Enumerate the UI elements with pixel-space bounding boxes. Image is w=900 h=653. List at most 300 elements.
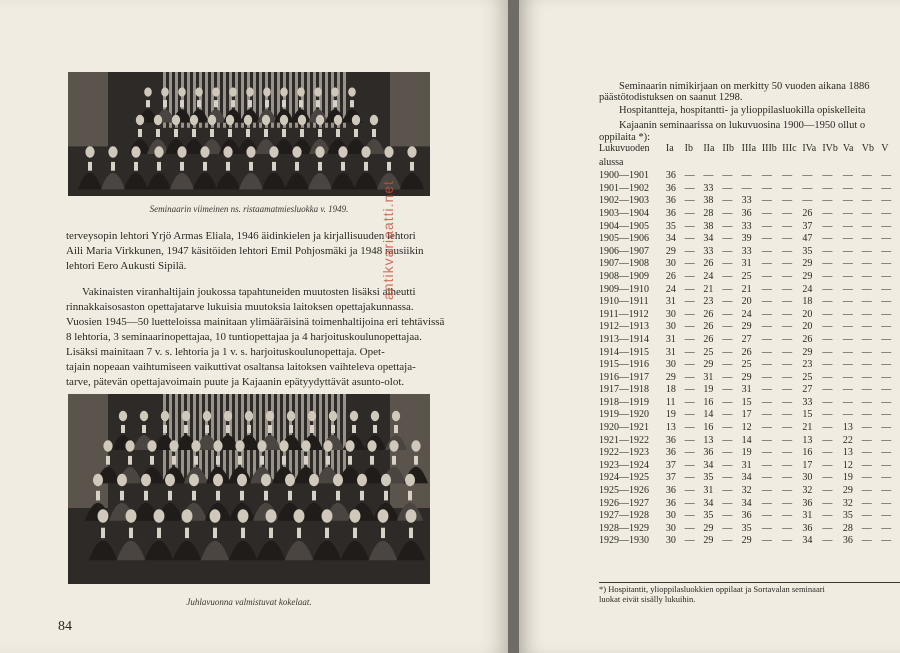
table-header-cell: IVa bbox=[802, 143, 817, 154]
table-cell: 36 bbox=[741, 510, 752, 522]
table-body bbox=[599, 170, 900, 548]
table-cell-year: 1924—1925 bbox=[599, 472, 649, 484]
table-cell: — bbox=[881, 510, 892, 522]
right-page bbox=[519, 0, 900, 653]
table-cell: — bbox=[761, 371, 772, 383]
table-cell: 30 bbox=[665, 522, 676, 534]
table-cell: — bbox=[782, 296, 793, 308]
table-cell-year: 1905—1906 bbox=[599, 233, 649, 245]
table-cell: 34 bbox=[741, 472, 752, 484]
table-cell: 36 bbox=[665, 497, 676, 509]
table-cell-year: 1923—1924 bbox=[599, 459, 649, 471]
table-cell: — bbox=[842, 384, 853, 396]
table-cell: — bbox=[822, 207, 833, 219]
table-cell: — bbox=[881, 170, 892, 182]
table-cell: — bbox=[861, 434, 872, 446]
table-cell: — bbox=[861, 522, 872, 534]
table-cell: — bbox=[822, 270, 833, 282]
table-cell: — bbox=[761, 359, 772, 371]
table-row bbox=[599, 372, 900, 385]
table-cell-year: 1900—1901 bbox=[599, 170, 649, 182]
table-cell: — bbox=[842, 308, 853, 320]
table-row bbox=[599, 472, 900, 485]
table-cell: — bbox=[782, 220, 793, 232]
table-cell-year: 1914—1915 bbox=[599, 346, 649, 358]
table-cell: 24 bbox=[802, 283, 813, 295]
table-cell: — bbox=[684, 258, 695, 270]
table-cell: 26 bbox=[802, 333, 813, 345]
table-cell: — bbox=[782, 195, 793, 207]
table-cell: — bbox=[782, 283, 793, 295]
table-cell: 37 bbox=[802, 220, 813, 232]
table-cell: — bbox=[761, 510, 772, 522]
table-cell: — bbox=[722, 384, 733, 396]
table-cell: — bbox=[782, 170, 793, 182]
table-row bbox=[599, 435, 900, 448]
table-cell: — bbox=[684, 485, 695, 497]
table-cell: — bbox=[684, 170, 695, 182]
table-cell: — bbox=[842, 321, 853, 333]
table-cell: — bbox=[684, 220, 695, 232]
table-cell: — bbox=[822, 422, 833, 434]
table-cell: — bbox=[761, 333, 772, 345]
table-header-cell: IIIa bbox=[741, 143, 757, 154]
table-cell: — bbox=[861, 321, 872, 333]
table-cell: — bbox=[861, 409, 872, 421]
table-cell: 36 bbox=[665, 434, 676, 446]
table-header-cell: Lukuvuoden bbox=[599, 143, 650, 154]
table-cell: — bbox=[782, 258, 793, 270]
table-cell: — bbox=[861, 359, 872, 371]
header-cell-alussa: alussa bbox=[599, 156, 624, 168]
table-row bbox=[599, 246, 900, 259]
table-cell: — bbox=[722, 270, 733, 282]
table-cell: — bbox=[722, 422, 733, 434]
table-cell: 36 bbox=[665, 170, 676, 182]
table-cell: — bbox=[782, 384, 793, 396]
table-cell: — bbox=[782, 459, 793, 471]
table-cell: — bbox=[761, 535, 772, 547]
table-cell: 31 bbox=[741, 384, 752, 396]
table-cell: — bbox=[861, 459, 872, 471]
table-cell: 29 bbox=[665, 371, 676, 383]
table-header-cell: Vb bbox=[861, 143, 874, 154]
table-cell: 26 bbox=[703, 258, 714, 270]
table-cell: — bbox=[881, 371, 892, 383]
table-row bbox=[599, 460, 900, 473]
table-cell: — bbox=[684, 396, 695, 408]
table-row bbox=[599, 296, 900, 309]
table-cell: — bbox=[741, 182, 752, 194]
table-cell: — bbox=[684, 359, 695, 371]
table-cell: — bbox=[782, 422, 793, 434]
table-cell: — bbox=[822, 220, 833, 232]
table-cell: 19 bbox=[665, 409, 676, 421]
table-row bbox=[599, 334, 900, 347]
table-cell: — bbox=[881, 434, 892, 446]
table-cell: — bbox=[861, 472, 872, 484]
table-cell: — bbox=[703, 170, 714, 182]
table-cell: — bbox=[782, 522, 793, 534]
table-cell: — bbox=[684, 270, 695, 282]
table-cell: — bbox=[761, 485, 772, 497]
table-cell: — bbox=[684, 296, 695, 308]
table-cell: — bbox=[861, 447, 872, 459]
table-cell: — bbox=[822, 308, 833, 320]
table-cell: 13 bbox=[842, 422, 853, 434]
table-cell: 36 bbox=[842, 535, 853, 547]
table-cell: — bbox=[684, 371, 695, 383]
table-cell: — bbox=[861, 296, 872, 308]
table-header-cell: IVb bbox=[822, 143, 838, 154]
table-cell: — bbox=[861, 396, 872, 408]
table-cell-year: 1922—1923 bbox=[599, 447, 649, 459]
text-line: lehtori Eero Aukusti Sipilä. bbox=[66, 260, 187, 272]
table-cell: 36 bbox=[802, 522, 813, 534]
table-cell: — bbox=[722, 396, 733, 408]
table-cell: 29 bbox=[741, 371, 752, 383]
table-cell: — bbox=[881, 333, 892, 345]
table-cell: — bbox=[782, 207, 793, 219]
table-cell: — bbox=[684, 422, 695, 434]
table-cell: 30 bbox=[665, 535, 676, 547]
text-line: tarve, pätevän opettajavoimain puute ja Kajaanin epätyydyttävät asunto-olot. bbox=[66, 376, 405, 388]
table-cell: — bbox=[802, 182, 813, 194]
table-cell: — bbox=[684, 384, 695, 396]
table-cell: 30 bbox=[665, 258, 676, 270]
table-cell: 34 bbox=[703, 497, 714, 509]
table-cell: 35 bbox=[741, 522, 752, 534]
table-cell: — bbox=[822, 535, 833, 547]
photo-caption-bottom: Juhlavuonna valmistuvat kokelaat. bbox=[186, 597, 312, 607]
table-cell: — bbox=[822, 182, 833, 194]
table-cell: 30 bbox=[665, 510, 676, 522]
intro-line: Hospitantteja, hospitantti- ja ylioppilasluokilla opiskelleita bbox=[619, 105, 866, 116]
table-cell: — bbox=[861, 195, 872, 207]
table-cell: — bbox=[782, 321, 793, 333]
table-cell: — bbox=[684, 245, 695, 257]
table-cell: — bbox=[861, 371, 872, 383]
table-cell: 20 bbox=[802, 321, 813, 333]
table-cell: — bbox=[881, 207, 892, 219]
table-cell: 33 bbox=[703, 245, 714, 257]
table-cell: 35 bbox=[703, 472, 714, 484]
table-cell: — bbox=[822, 522, 833, 534]
table-cell: — bbox=[842, 270, 853, 282]
table-cell: — bbox=[722, 182, 733, 194]
table-cell: — bbox=[722, 233, 733, 245]
table-cell: — bbox=[822, 321, 833, 333]
table-cell: — bbox=[842, 220, 853, 232]
table-cell: — bbox=[822, 510, 833, 522]
table-cell: 35 bbox=[842, 510, 853, 522]
table-cell: — bbox=[782, 333, 793, 345]
table-cell: 33 bbox=[741, 195, 752, 207]
table-cell: — bbox=[782, 497, 793, 509]
table-cell: — bbox=[761, 207, 772, 219]
table-cell: — bbox=[761, 396, 772, 408]
table-cell: — bbox=[761, 220, 772, 232]
table-cell: — bbox=[861, 220, 872, 232]
table-cell: 15 bbox=[741, 396, 752, 408]
table-cell: 36 bbox=[665, 207, 676, 219]
text-line: rinnakkaisosaston opettajatarve lukuisia muutoksia laitoksen opettajakunnassa. bbox=[66, 301, 414, 313]
table-cell: — bbox=[722, 283, 733, 295]
table-cell: — bbox=[881, 396, 892, 408]
table-cell: — bbox=[842, 195, 853, 207]
table-cell: 26 bbox=[802, 207, 813, 219]
table-cell: 19 bbox=[842, 472, 853, 484]
table-cell: 18 bbox=[802, 296, 813, 308]
table-cell: 17 bbox=[741, 409, 752, 421]
table-cell: 38 bbox=[703, 220, 714, 232]
table-cell: 16 bbox=[703, 396, 714, 408]
table-row bbox=[599, 535, 900, 548]
table-row bbox=[599, 321, 900, 334]
table-cell-year: 1902—1903 bbox=[599, 195, 649, 207]
table-cell: — bbox=[782, 485, 793, 497]
table-cell-year: 1916—1917 bbox=[599, 371, 649, 383]
table-cell-year: 1908—1909 bbox=[599, 270, 649, 282]
table-cell: 36 bbox=[665, 485, 676, 497]
table-cell: — bbox=[881, 270, 892, 282]
table-cell: — bbox=[722, 497, 733, 509]
table-cell: — bbox=[881, 220, 892, 232]
table-cell: — bbox=[722, 321, 733, 333]
table-cell: — bbox=[842, 182, 853, 194]
table-cell: — bbox=[822, 396, 833, 408]
table-cell: — bbox=[881, 422, 892, 434]
table-row bbox=[599, 359, 900, 372]
class-photo-top bbox=[68, 72, 430, 196]
table-cell: — bbox=[861, 182, 872, 194]
page-number: 84 bbox=[58, 619, 72, 634]
class-photo-top-image bbox=[68, 72, 430, 196]
table-header-cell: Ib bbox=[684, 143, 693, 154]
text-line: 8 lehtoria, 3 seminaarinopettajaa, 10 tuntiopettajaa ja 4 harjoituskoulunopettajaa. bbox=[66, 331, 422, 343]
table-cell: — bbox=[842, 258, 853, 270]
table-cell-year: 1907—1908 bbox=[599, 258, 649, 270]
book-gutter bbox=[508, 0, 519, 653]
table-cell: — bbox=[822, 472, 833, 484]
table-cell: — bbox=[822, 384, 833, 396]
table-row bbox=[599, 208, 900, 221]
intro-line: päästötodistuksen on saanut 1298. bbox=[599, 92, 743, 103]
table-cell-year: 1903—1904 bbox=[599, 207, 649, 219]
text-line: Vuosien 1945—50 luetteloissa mainitaan ylimääräisinä toimenhaltijoina eri tehtävissä bbox=[66, 316, 445, 328]
table-cell-year: 1917—1918 bbox=[599, 384, 649, 396]
table-cell: — bbox=[842, 170, 853, 182]
table-cell: — bbox=[782, 447, 793, 459]
table-cell-year: 1918—1919 bbox=[599, 396, 649, 408]
table-cell: — bbox=[881, 359, 892, 371]
table-cell: — bbox=[802, 170, 813, 182]
table-cell: — bbox=[722, 371, 733, 383]
table-cell: — bbox=[881, 258, 892, 270]
table-cell: — bbox=[722, 522, 733, 534]
table-cell: — bbox=[842, 333, 853, 345]
table-cell: 29 bbox=[703, 359, 714, 371]
table-cell: — bbox=[822, 233, 833, 245]
table-cell: 36 bbox=[665, 195, 676, 207]
class-photo-bottom-image bbox=[68, 394, 430, 584]
table-cell: 37 bbox=[665, 472, 676, 484]
table-cell: — bbox=[722, 447, 733, 459]
table-cell: 35 bbox=[703, 510, 714, 522]
table-cell: 29 bbox=[703, 535, 714, 547]
table-row bbox=[599, 170, 900, 183]
table-cell-year: 1913—1914 bbox=[599, 333, 649, 345]
footnote-line: *) Hospitantit, ylioppilasluokkien oppilaat ja Sortavalan seminaari bbox=[599, 584, 825, 594]
table-cell: — bbox=[761, 182, 772, 194]
table-cell: — bbox=[861, 384, 872, 396]
table-cell: — bbox=[881, 233, 892, 245]
table-cell: — bbox=[881, 283, 892, 295]
intro-line: Kajaanin seminaarissa on lukuvuosina 1900—1950 ollut o bbox=[619, 120, 866, 131]
table-cell: 29 bbox=[842, 485, 853, 497]
table-row bbox=[599, 183, 900, 196]
table-cell: 34 bbox=[741, 497, 752, 509]
table-cell: 36 bbox=[703, 447, 714, 459]
table-cell-year: 1910—1911 bbox=[599, 296, 649, 308]
table-cell: — bbox=[861, 535, 872, 547]
table-cell: 29 bbox=[802, 258, 813, 270]
table-cell: — bbox=[881, 308, 892, 320]
table-row bbox=[599, 384, 900, 397]
table-cell: — bbox=[761, 296, 772, 308]
text-line: tajain nopeaan vaihtumiseen vaikuttivat osaltansa laitoksen vaihteleva opettaja- bbox=[66, 361, 416, 373]
table-cell: 28 bbox=[842, 522, 853, 534]
table-cell: 26 bbox=[703, 333, 714, 345]
table-cell: — bbox=[822, 333, 833, 345]
table-cell: 23 bbox=[802, 359, 813, 371]
table-cell: — bbox=[684, 308, 695, 320]
table-cell: — bbox=[722, 258, 733, 270]
table-cell: — bbox=[722, 245, 733, 257]
table-cell: — bbox=[684, 321, 695, 333]
table-cell: — bbox=[881, 409, 892, 421]
table-cell-year: 1901—1902 bbox=[599, 182, 649, 194]
table-cell: — bbox=[881, 296, 892, 308]
table-cell: — bbox=[861, 258, 872, 270]
student-count-table bbox=[599, 143, 900, 548]
table-header-cell: Va bbox=[842, 143, 854, 154]
table-cell: — bbox=[842, 409, 853, 421]
table-cell: — bbox=[722, 346, 733, 358]
text-line: Lisäksi mainitaan 7 v. s. lehtoria ja 1 v. s. harjoituskoulunopettaja. Opet- bbox=[66, 346, 385, 358]
table-cell: 12 bbox=[842, 459, 853, 471]
watermark-text: antikvariaatti.net bbox=[380, 180, 396, 300]
table-cell: — bbox=[822, 258, 833, 270]
text-line: Aili Maria Virkkunen, 1947 käsitöiden lehtori Emil Pohjosmäki ja 1948 rausiikin bbox=[66, 245, 424, 257]
table-row bbox=[599, 284, 900, 297]
table-cell: 20 bbox=[741, 296, 752, 308]
table-cell: — bbox=[684, 195, 695, 207]
table-cell: — bbox=[722, 535, 733, 547]
table-cell: 17 bbox=[802, 459, 813, 471]
footnote-line: luokat eivät sisälly lukuihin. bbox=[599, 594, 696, 604]
table-cell: — bbox=[822, 245, 833, 257]
table-cell: — bbox=[761, 321, 772, 333]
table-cell: 36 bbox=[802, 497, 813, 509]
table-cell: — bbox=[782, 371, 793, 383]
intro-line: Seminaarin nimikirjaan on merkitty 50 vuoden aikana 1886 bbox=[619, 81, 870, 92]
table-cell: — bbox=[861, 422, 872, 434]
table-cell-year: 1906—1907 bbox=[599, 245, 649, 257]
table-cell: — bbox=[881, 321, 892, 333]
table-cell: — bbox=[782, 346, 793, 358]
table-cell: — bbox=[761, 522, 772, 534]
table-cell: 39 bbox=[741, 233, 752, 245]
paragraph-staff-changes bbox=[66, 285, 448, 390]
table-cell: — bbox=[822, 296, 833, 308]
table-cell-year: 1912—1913 bbox=[599, 321, 649, 333]
table-cell: 13 bbox=[703, 434, 714, 446]
table-cell: — bbox=[881, 472, 892, 484]
table-cell: — bbox=[761, 283, 772, 295]
table-cell-year: 1925—1926 bbox=[599, 485, 649, 497]
table-cell: 26 bbox=[741, 346, 752, 358]
table-cell: — bbox=[722, 485, 733, 497]
table-cell: 38 bbox=[703, 195, 714, 207]
table-cell: — bbox=[881, 195, 892, 207]
table-cell: — bbox=[684, 333, 695, 345]
table-cell: — bbox=[684, 472, 695, 484]
table-row bbox=[599, 498, 900, 511]
table-cell: 32 bbox=[741, 485, 752, 497]
table-cell: — bbox=[722, 472, 733, 484]
footnote-rule bbox=[599, 582, 900, 583]
table-cell: — bbox=[722, 207, 733, 219]
table-cell: — bbox=[684, 207, 695, 219]
table-cell: 34 bbox=[703, 459, 714, 471]
table-cell: 13 bbox=[842, 447, 853, 459]
table-cell: — bbox=[782, 270, 793, 282]
table-cell: 36 bbox=[665, 182, 676, 194]
table-cell: 18 bbox=[665, 384, 676, 396]
table-cell: — bbox=[684, 447, 695, 459]
table-cell: — bbox=[881, 535, 892, 547]
table-cell: 35 bbox=[665, 220, 676, 232]
table-cell: — bbox=[722, 434, 733, 446]
table-cell-year: 1928—1929 bbox=[599, 522, 649, 534]
table-cell-year: 1926—1927 bbox=[599, 497, 649, 509]
table-cell: — bbox=[761, 308, 772, 320]
table-cell: — bbox=[722, 170, 733, 182]
table-cell: — bbox=[842, 296, 853, 308]
table-cell-year: 1919—1920 bbox=[599, 409, 649, 421]
table-cell: — bbox=[861, 308, 872, 320]
text-line: Vakinaisten viranhaltijain joukossa tapahtuneiden muutosten lisäksi aiheutti bbox=[82, 286, 416, 298]
table-cell: — bbox=[761, 409, 772, 421]
table-cell: 21 bbox=[741, 283, 752, 295]
table-cell: 15 bbox=[802, 409, 813, 421]
table-cell: 24 bbox=[665, 283, 676, 295]
table-row bbox=[599, 271, 900, 284]
table-cell: — bbox=[861, 233, 872, 245]
table-cell: — bbox=[822, 283, 833, 295]
table-header-cell: IIIb bbox=[761, 143, 777, 154]
table-cell: 27 bbox=[741, 333, 752, 345]
table-cell: 32 bbox=[842, 497, 853, 509]
table-cell: — bbox=[684, 182, 695, 194]
table-header-cell: V bbox=[881, 143, 889, 154]
table-cell: 33 bbox=[802, 396, 813, 408]
table-cell: — bbox=[861, 170, 872, 182]
table-cell: — bbox=[822, 195, 833, 207]
table-cell: — bbox=[881, 497, 892, 509]
table-cell: — bbox=[782, 182, 793, 194]
